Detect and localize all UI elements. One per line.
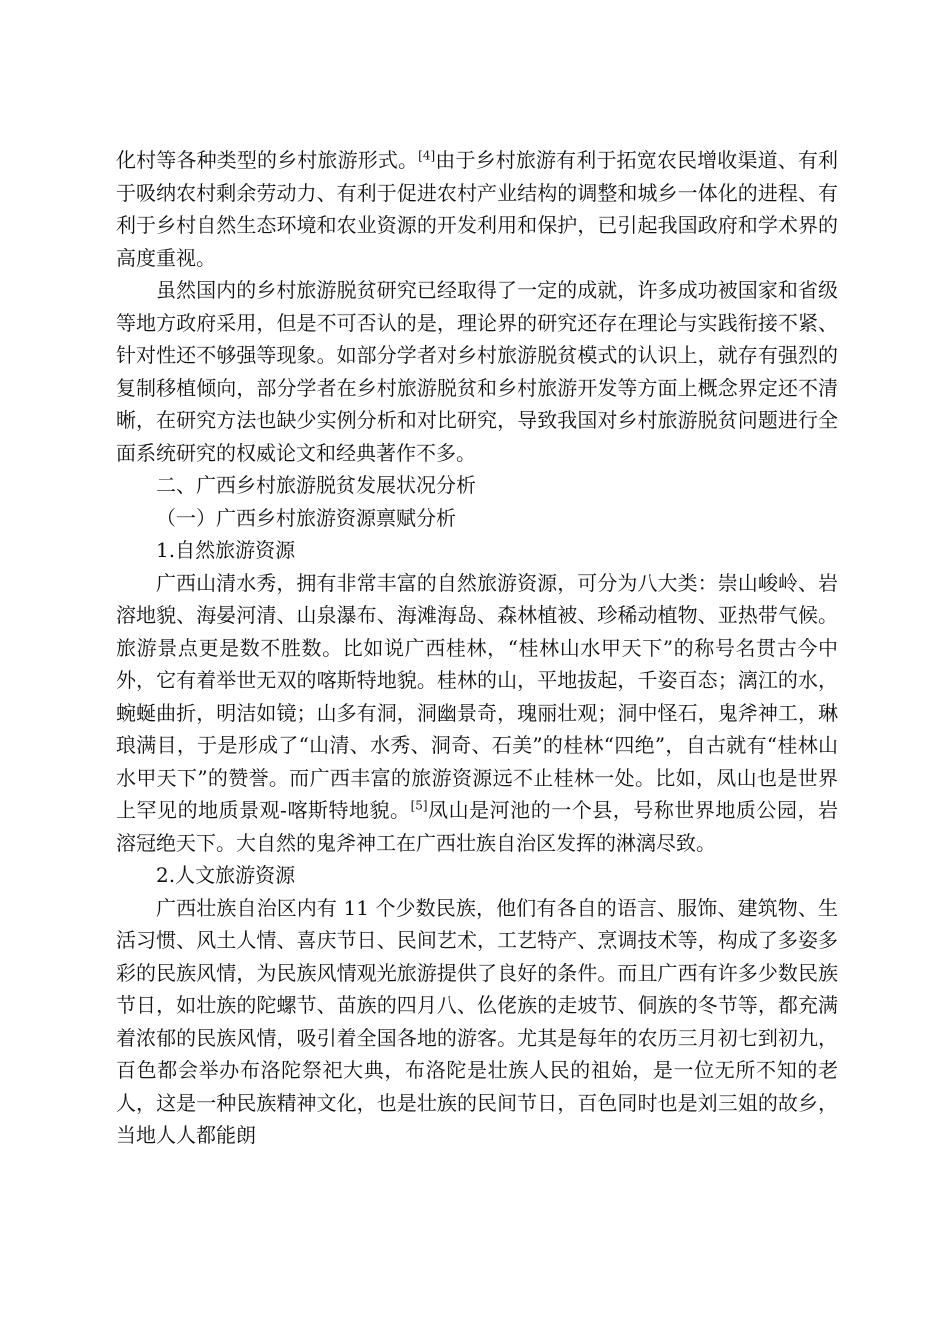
document-page <box>116 144 838 1152</box>
paragraph-cultural-resources: 广西壮族自治区内有 11 个少数民族，他们有各自的语言、服饰、建筑物、生活习惯、风土人情、喜庆节日、民间艺术，工艺特产、烹调技术等，构成了多姿多彩的民族风情，为民族风情观光旅游提供了良好的条件。而且广西有许多少数民族节日，如壮族的陀螺节、苗族的四月八、仫佬族的走坡节、侗族的冬节等，都充满着浓郁的民族风情，吸引着全国各地的游客。尤其是每年的农历三月初七到初九，百色都会举办布洛陀祭祀大典，布洛陀是壮族人民的祖始，是一位无所不知的老人，这是一种民族精神文化，也是壮族的民间节日，百色同时也是刘三姐的故乡，当地人人都能朗 <box>116 895 838 1147</box>
item-heading-natural-resources: 1.自然旅游资源 <box>156 538 296 562</box>
paragraph-text: 广西山清水秀，拥有非常丰富的自然旅游资源，可分为八大类：崇山峻岭、岩溶地貌、海晏河清、山泉瀑布、海滩海岛、森林植被、珍稀动植物、亚热带气候。旅游景点更是数不胜数。比如说广西桂林，“桂林山水甲天下”的称号名贯古今中外，它有着举世无双的喀斯特地貌。桂林的山，平地拔起，千姿百态；漓江的水，蜿蜒曲折，明洁如镜；山多有洞，洞幽景奇，瑰丽壮观；洞中怪石，鬼斧神工，琳琅满目，于是形成了“山清、水秀、洞奇、石美”的桂林“四绝”，自古就有“桂林山水甲天下”的赞誉。而广西丰富的旅游资源远不止桂林一处。比如，凤山也是世界上罕见的地质景观-喀斯特地貌。 <box>116 570 838 822</box>
subsection-heading-1: （一）广西乡村旅游资源禀赋分析 <box>156 505 456 530</box>
citation-ref-4: [4] <box>418 148 436 163</box>
paragraph-natural-resources <box>116 567 838 860</box>
paragraph-rural-tourism-benefits <box>116 144 838 274</box>
paragraph-text: 由于乡村旅游有利于拓宽农民增收渠道、有利于吸纳农村剩余劳动力、有利于促进农村产业结构的调整和城乡一体化的进程、有利于乡村自然生态环境和农业资源的开发利用和保护，已引起我国政府和学术界的高度重视。 <box>116 148 839 270</box>
paragraph-text: 凤山是河池的一个县，号称世界地质公园，岩溶冠绝天下。大自然的鬼斧神工在广西壮族自治区发挥的淋漓尽致。 <box>116 798 838 855</box>
section-heading-2: 二、广西乡村旅游脱贫发展状况分析 <box>156 473 476 497</box>
citation-ref-5: [5] <box>410 798 428 813</box>
paragraph-research-status: 虽然国内的乡村旅游脱贫研究已经取得了一定的成就，许多成功被国家和省级等地方政府采用，但是不可否认的是，理论界的研究还存在理论与实践衔接不紧、针对性还不够强等现象。如部分学者对乡村旅游脱贫模式的认识上，就存有强烈的复制移植倾向，部分学者在乡村旅游脱贫和乡村旅游开发等方面上概念界定还不清晰，在研究方法也缺少实例分析和对比研究，导致我国对乡村旅游脱贫问题进行全面系统研究的权威论文和经典著作不多。 <box>116 278 838 465</box>
item-heading-cultural-resources: 2.人文旅游资源 <box>156 863 296 887</box>
paragraph-text: 化村等各种类型的乡村旅游形式。 <box>116 148 419 172</box>
